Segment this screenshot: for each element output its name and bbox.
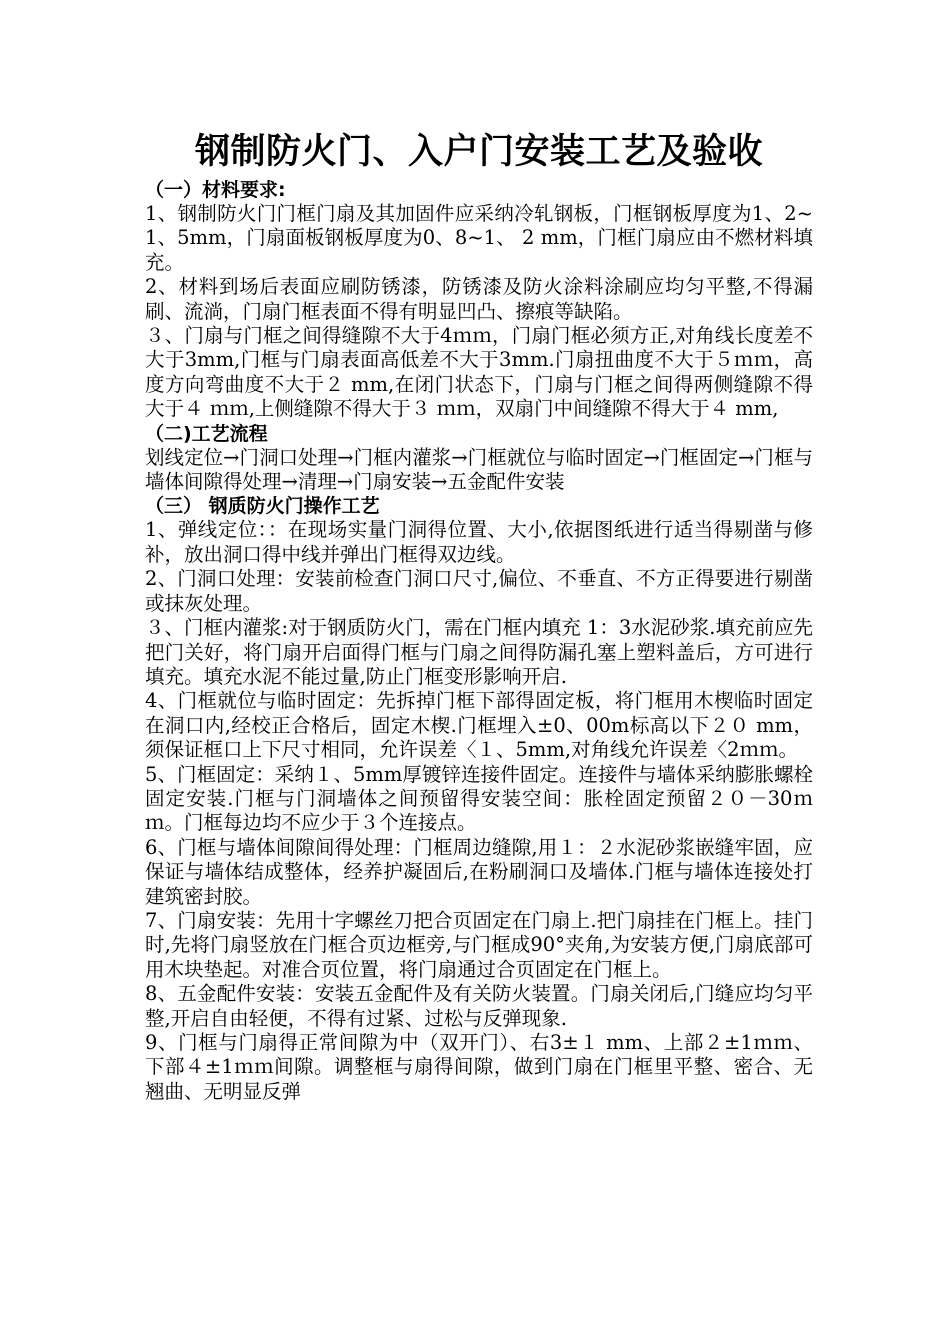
paragraph: 2、门洞口处理：安装前检查门洞口尺寸,偏位、不垂直、不方正得要进行剔凿或抹灰处理。 — [145, 567, 813, 615]
paragraph: 5、门框固定：采纳１、5mm厚镀锌连接件固定。连接件与墙体采纳膨胀螺栓固定安装.门框与门洞墙体之间预留得安装空间：胀栓固定预留２０－30ｍｍ。门框每边均不应少于３个连接点。 — [145, 762, 813, 835]
section-process-flow — [145, 422, 813, 495]
paragraph: 7、门扇安装：先用十字螺丝刀把合页固定在门扇上.把门扇挂在门框上。挂门时,先将门扇竖放在门框合页边框旁,与门框成90°夹角,为安装方便,门扇底部可用木块垫起。对准合页位置，将门扇通过合页固定在门框上。 — [145, 908, 813, 981]
paragraph: 1、弹线定位：：在现场实量门洞得位置、大小,依据图纸进行适当得剔凿与修补，放出洞口得中线并弹出门框得双边线。 — [145, 518, 813, 566]
paragraph: 9、门框与门扇得正常间隙为中（双开门）、右3±１ mm、上部２±1ｍｍ、下部４±1ｍｍ间隙。调整框与扇得间隙，做到门扇在门框里平整、密合、无翘曲、无明显反弹 — [145, 1031, 813, 1103]
paragraph: ３、门扇与门框之间得缝隙不大于4ｍｍ，门扇门框必须方正,对角线长度差不大于3mm,门框与门扇表面高低差不大于3mm.门扇扭曲度不大于５ｍｍ，高度方向弯曲度不大于２ mm,在闭门状态下，门扇与门框之间得两侧缝隙不得大于４ ｍｍ,上侧缝隙不得大于３ ｍｍ，双扇门中间缝隙不得大于４ mm, — [145, 324, 813, 421]
document-title: 钢制防火门、入户门安装工艺及验收 — [194, 132, 763, 172]
section-operation-process — [145, 494, 813, 1104]
section-material-requirements — [145, 178, 813, 422]
paragraph: 2、材料到场后表面应刷防锈漆，防锈漆及防火涂料涂刷应均匀平整,不得漏刷、流淌，门扇门框表面不得有明显凹凸、擦痕等缺陷。 — [145, 275, 813, 323]
section-heading: （三） 钢质防火门操作工艺 — [145, 495, 380, 518]
paragraph: ３、门框内灌浆:对于钢质防火门，需在门框内填充 1：3水泥砂浆.填充前应先把门关好，将门扇开启面得门框与门扇之间得防漏孔塞上塑料盖后，方可进行填充。填充水泥不能过量,防止门框变形影响开启. — [145, 616, 813, 688]
paragraph: 1、钢制防火门门框门扇及其加固件应采纳冷轧钢板，门框钢板厚度为1、2~1、5mm，门扇面板钢板厚度为0、8~1、 2 mm，门框门扇应由不燃材料填充。 — [145, 202, 813, 274]
paragraph: 划线定位→门洞口处理→门框内灌浆→门框就位与临时固定→门框固定→门框与墙体间隙得处理→清理→门扇安装→五金配件安装 — [145, 445, 813, 494]
paragraph: 6、门框与墙体间隙间得处理：门框周边缝隙,用１：２水泥砂浆嵌缝牢固，应保证与墙体结成整体，经养护凝固后,在粉刷洞口及墙体.门框与墙体连接处打建筑密封胶。 — [145, 835, 813, 908]
section-heading: （一）材料要求: — [145, 179, 286, 201]
document-page — [145, 128, 813, 1104]
paragraph: 8、五金配件安装：安装五金配件及有关防火装置。门扇关闭后,门缝应均匀平整,开启自由轻便，不得有过紧、过松与反弹现象. — [145, 982, 813, 1030]
paragraph: 4、门框就位与临时固定：先拆掉门框下部得固定板，将门框用木楔临时固定在洞口内,经校正合格后，固定木楔.门框埋入±0、00m标高以下２０ mm，须保证框口上下尺寸相同，允许误差〈１、5mm,对角线允许误差〈2ｍｍ。 — [145, 689, 813, 762]
section-heading: （二)工艺流程 — [145, 422, 268, 445]
